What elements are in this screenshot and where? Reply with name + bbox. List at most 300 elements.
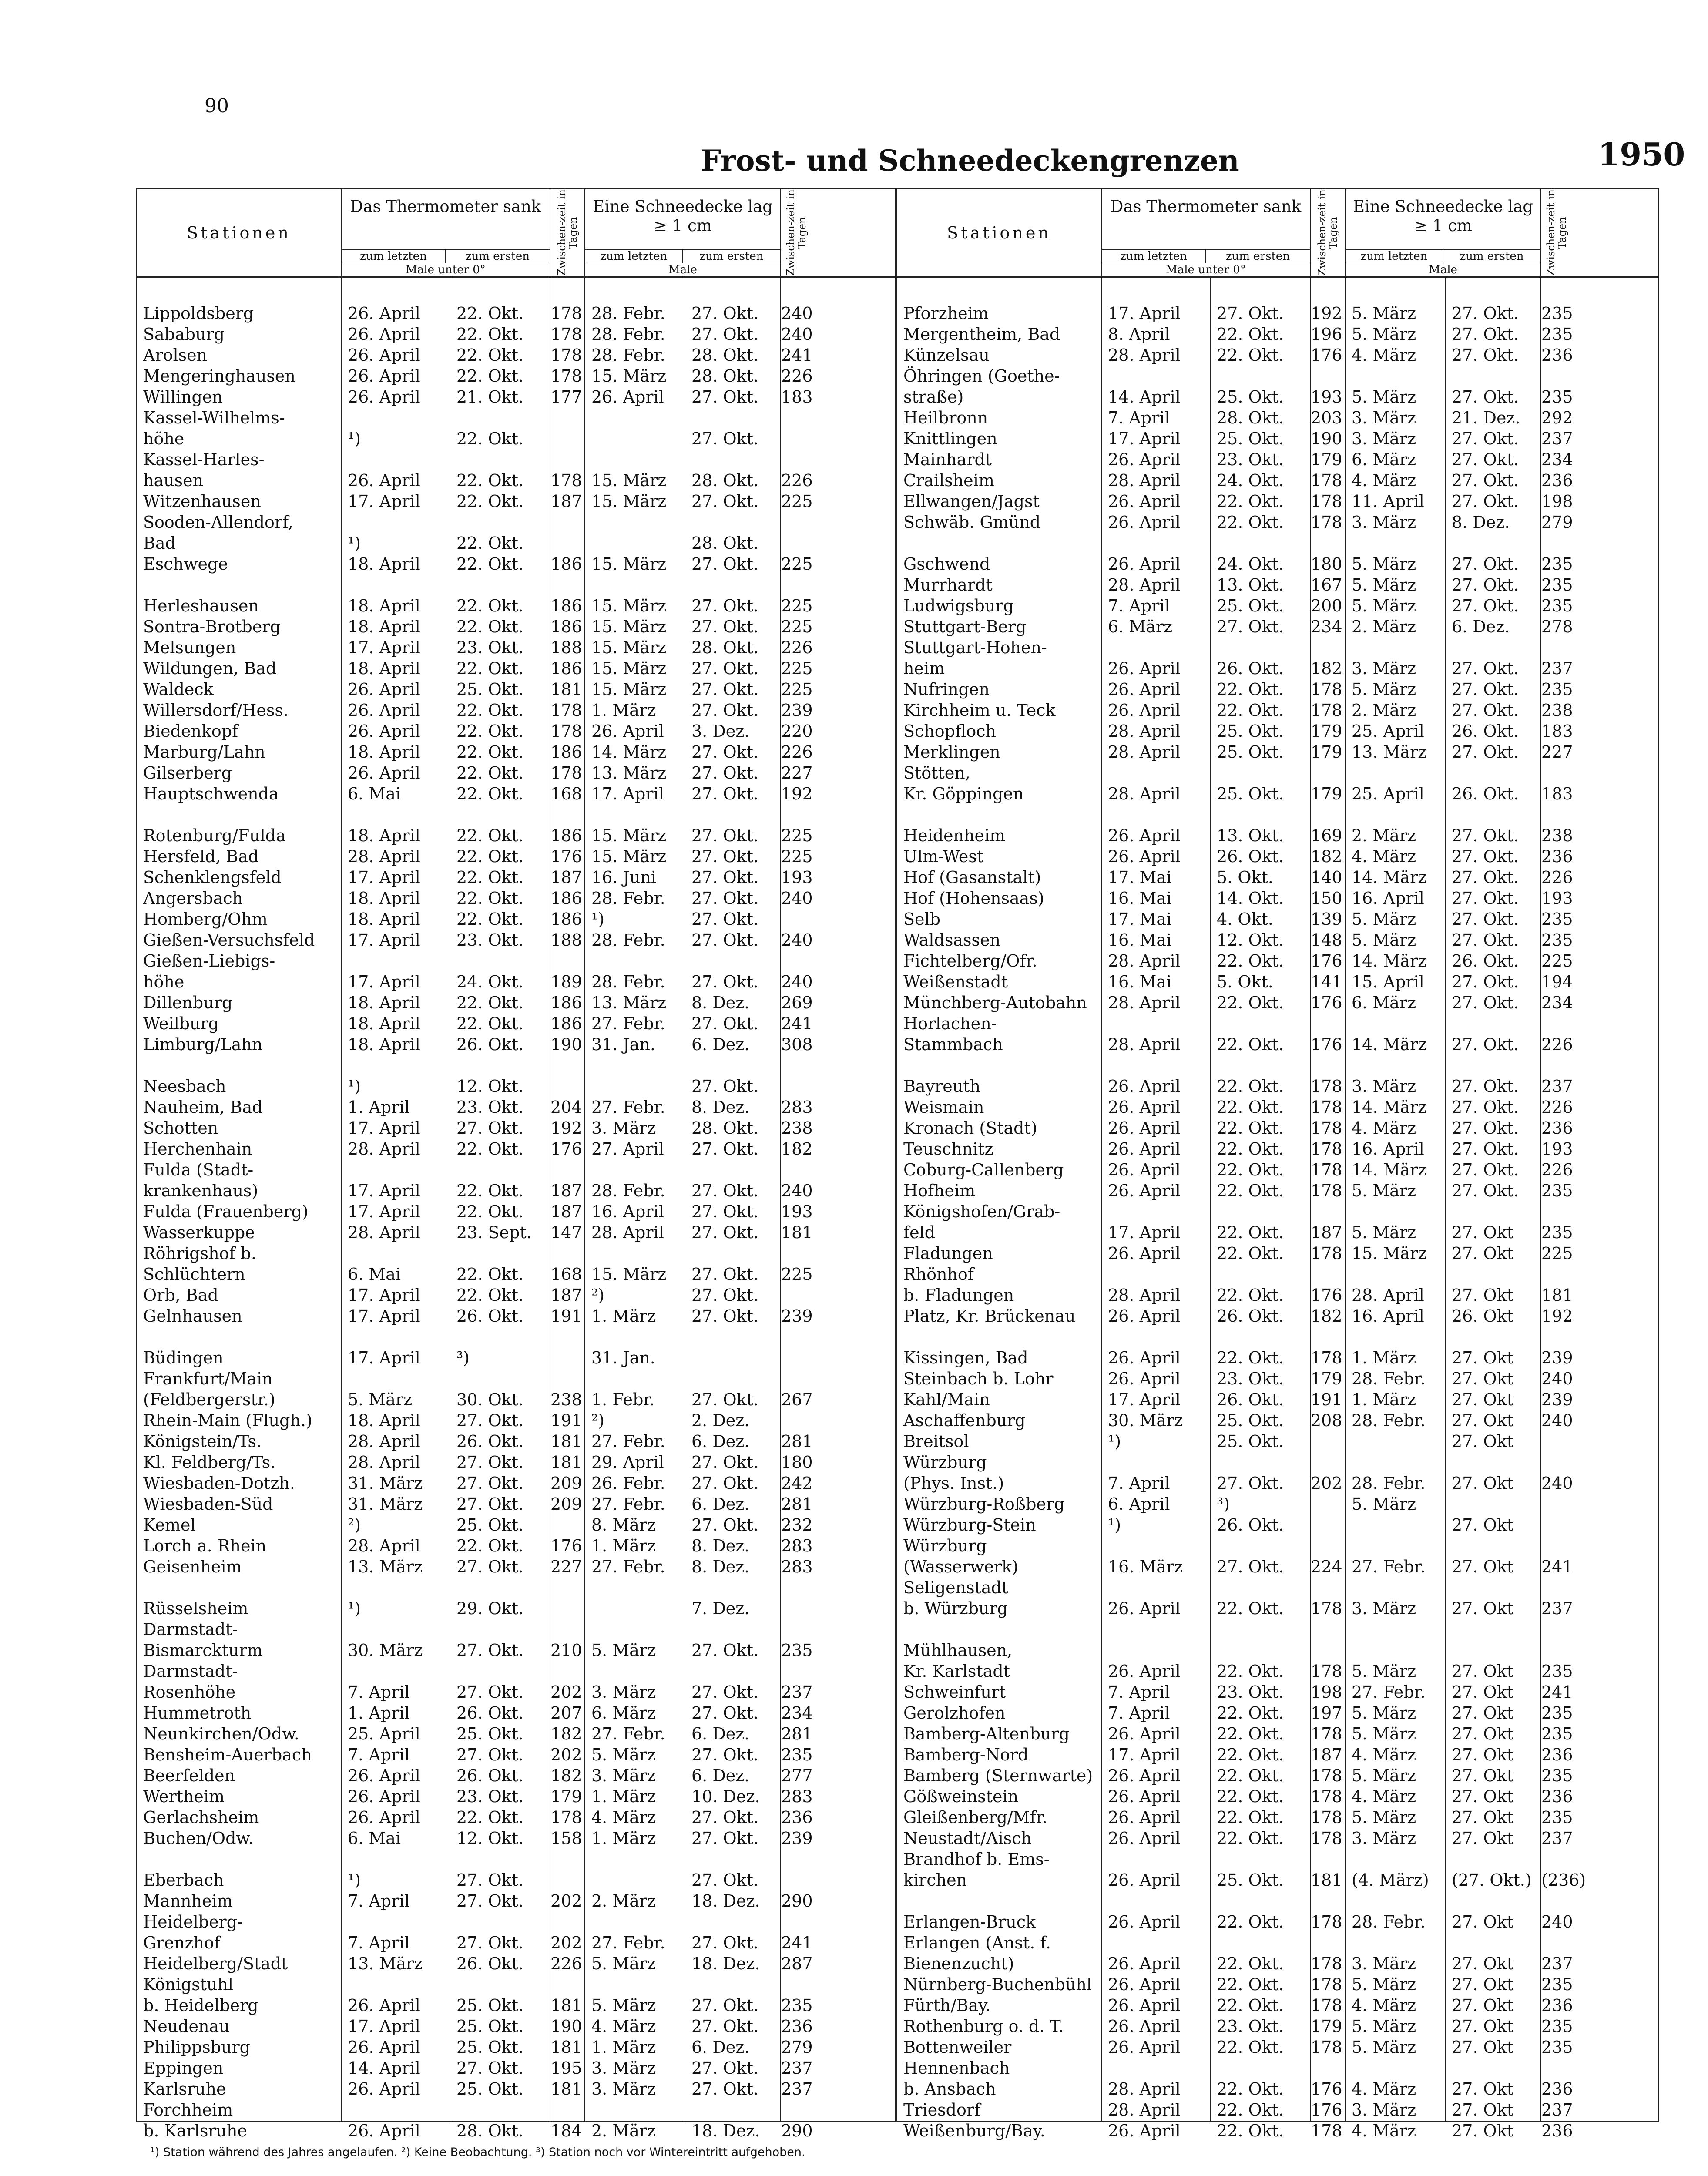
cell-snow-interval: [781, 1285, 812, 1306]
cell-thermo-interval: 208: [1311, 1411, 1342, 1430]
cell-station: Kassel-Wilhelms-: [143, 408, 285, 427]
cell-thermo-first: 27. Okt.: [1217, 1557, 1284, 1576]
cell-snow-first-day: 16. April: [591, 1202, 664, 1221]
cell-station: [137, 574, 342, 595]
cell-station: (Feldbergerstr.): [143, 1390, 275, 1409]
cell-snow-first-day: 5. März: [1352, 1766, 1416, 1785]
cell-snow-last-day: [685, 804, 781, 825]
cell-snow-first-day: 28. Febr.: [591, 325, 665, 344]
cell-thermo-first: 22. Okt.: [1217, 1954, 1284, 1973]
cell-thermo-first: 28. Okt.: [456, 2121, 524, 2140]
cell-station: [137, 1849, 342, 1870]
cell-station: Schopfloch: [903, 722, 996, 741]
cell-snow-first-day: 5. März: [1352, 1724, 1416, 1743]
cell-thermo-interval: 176: [1311, 1035, 1342, 1054]
cell-thermo-first: 25. Okt.: [1217, 1411, 1284, 1430]
cell-thermo-interval: 150: [1311, 889, 1342, 908]
header-thermometer-group: [342, 189, 550, 276]
cell-snow-interval: 193: [781, 1202, 813, 1221]
cell-thermo-interval: [550, 2099, 585, 2120]
cell-snow-last-day: 28. Okt.: [691, 366, 759, 386]
header-male: Male: [585, 263, 780, 276]
cell-snow-interval: 220: [781, 722, 813, 741]
cell-thermo-first: 27. Okt.: [456, 1933, 524, 1952]
cell-snow-interval: 277: [781, 1766, 813, 1785]
cell-thermo-first: 4. Okt.: [1217, 910, 1273, 929]
cell-thermo-first: [450, 1849, 550, 1870]
cell-snow-last-day: 27. Okt.: [691, 1181, 759, 1200]
cell-thermo-interval: 179: [1311, 2017, 1342, 2036]
table-row: [897, 742, 1658, 762]
cell-thermo-first: 27. Okt.: [456, 1557, 524, 1576]
cell-thermo-interval: 178: [1311, 701, 1342, 720]
cell-thermo-first: 24. Okt.: [1217, 554, 1284, 574]
table-row: [137, 2058, 895, 2079]
cell-snow-interval: [781, 1870, 812, 1891]
cell-station: [897, 1326, 1102, 1347]
cell-snow-interval: 267: [781, 1390, 813, 1409]
cell-snow-last-day: 27. Okt: [1452, 2121, 1513, 2140]
table-row: [137, 1640, 895, 1661]
cell-snow-first-day: 15. März: [591, 492, 667, 511]
cell-snow-first-day: 1. März: [1352, 1390, 1416, 1409]
cell-snow-interval: 234: [781, 1703, 813, 1723]
table-row: [137, 1870, 895, 1891]
cell-thermo-interval: 176: [1311, 1286, 1342, 1305]
cell-thermo-last: 17. April: [348, 638, 420, 657]
cell-thermo-interval: 190: [550, 1035, 582, 1054]
cell-snow-last-day: [685, 1055, 781, 1076]
cell-thermo-first: 26. Okt.: [456, 1703, 524, 1723]
table-row: [897, 700, 1658, 721]
cell-thermo-last: [1102, 366, 1211, 386]
header-first: zum ersten: [1460, 250, 1524, 263]
cell-snow-last-day: 27. Okt.: [691, 1870, 759, 1890]
cell-station: Hauptschwenda: [143, 784, 279, 803]
cell-snow-last-day: 27. Okt.: [1452, 304, 1519, 323]
cell-snow-last-day: [1446, 366, 1541, 386]
table-row: [897, 1452, 1658, 1473]
cell-snow-last-day: 10. Dez.: [691, 1787, 760, 1806]
cell-snow-first-day: 27. Febr.: [1352, 1557, 1426, 1576]
cell-snow-first-day: 14. März: [591, 742, 667, 762]
cell-thermo-last: 8. April: [1108, 325, 1170, 344]
cell-thermo-interval: 188: [550, 930, 582, 950]
cell-thermo-first: [1211, 1849, 1311, 1870]
cell-snow-last-day: [1446, 1535, 1541, 1556]
table-row: [137, 366, 895, 386]
cell-thermo-last: 17. April: [348, 1181, 420, 1200]
cell-thermo-interval: [550, 1514, 585, 1535]
cell-thermo-last: 28. April: [348, 1536, 420, 1555]
cell-thermo-first: 22. Okt.: [1217, 1286, 1284, 1305]
cell-snow-last-day: 27. Okt: [1452, 1557, 1513, 1576]
cell-thermo-interval: 188: [550, 638, 582, 657]
cell-thermo-first: [450, 1577, 550, 1598]
cell-snow-interval: 237: [781, 2058, 813, 2078]
cell-station: Fürth/Bay.: [903, 1996, 991, 2015]
cell-thermo-first: [1211, 1201, 1311, 1222]
cell-snow-first-day: 28. Febr.: [591, 1181, 665, 1200]
cell-snow-last-day: 27. Okt.: [691, 429, 759, 448]
cell-thermo-first: [1211, 1640, 1311, 1661]
cell-thermo-first: 13. Okt.: [1217, 826, 1284, 845]
cell-snow-last-day: 28. Okt.: [691, 471, 759, 490]
cell-snow-first-day: 4. März: [591, 2017, 656, 2036]
cell-thermo-last: [342, 407, 450, 428]
cell-station: Knittlingen: [903, 429, 997, 448]
cell-snow-first-day: 5. März: [1352, 1975, 1416, 1994]
cell-thermo-last: 28. April: [348, 1432, 420, 1451]
cell-thermo-first: 22. Okt.: [1217, 1996, 1284, 2015]
cell-snow-last-day: 27. Okt.: [691, 930, 759, 950]
cell-station: Wildungen, Bad: [143, 659, 277, 678]
cell-snow-first-day: 26. Febr.: [591, 1474, 665, 1493]
cell-station: Öhringen (Goethe-: [903, 366, 1060, 386]
header-interval: Zwischen-zeit in Tagen: [1311, 189, 1346, 276]
cell-thermo-first: 24. Okt.: [1217, 471, 1284, 490]
cell-snow-interval: 241: [1541, 1557, 1573, 1576]
cell-thermo-last: 6. März: [1108, 617, 1173, 636]
cell-thermo-first: [450, 1619, 550, 1640]
cell-station: Stammbach: [903, 1035, 1003, 1054]
cell-snow-interval: [1541, 2058, 1572, 2079]
header-last: zum letzten: [342, 250, 446, 263]
cell-snow-last-day: 27. Okt.: [1452, 930, 1519, 950]
cell-station: Arolsen: [143, 346, 208, 365]
cell-snow-first-day: ²): [591, 1286, 605, 1305]
cell-snow-interval: 237: [1541, 429, 1573, 448]
cell-thermo-last: 26. April: [1108, 1954, 1181, 1973]
cell-thermo-interval: 178: [550, 722, 582, 741]
cell-station: Kemel: [143, 1515, 196, 1535]
cell-thermo-first: 22. Okt.: [456, 366, 524, 386]
cell-snow-interval: [781, 1974, 812, 1995]
table-row: [137, 2120, 895, 2141]
cell-station: Kassel-Harles-: [143, 450, 265, 469]
cell-thermo-interval: [550, 407, 585, 428]
cell-snow-interval: 278: [1541, 617, 1573, 636]
cell-station: Steinbach b. Lohr: [903, 1369, 1054, 1388]
cell-snow-first-day: 27. Febr.: [591, 1494, 665, 1514]
cell-snow-first-day: 28. Febr.: [591, 346, 665, 365]
cell-thermo-last: 17. April: [1108, 429, 1181, 448]
cell-thermo-first: 25. Okt.: [1217, 784, 1284, 803]
cell-thermo-last: 26. April: [1108, 450, 1181, 469]
cell-thermo-interval: 176: [1311, 951, 1342, 970]
cell-thermo-last: [1102, 1201, 1211, 1222]
cell-thermo-first: 26. Okt.: [1217, 659, 1284, 678]
table-row: [897, 1535, 1658, 1556]
cell-snow-first-day: 17. April: [591, 784, 664, 803]
cell-station: Seligenstadt: [903, 1578, 1009, 1597]
cell-snow-first-day: 26. April: [591, 387, 664, 406]
cell-thermo-last: 26. April: [348, 2121, 420, 2140]
cell-snow-first-day: 2. März: [1352, 701, 1416, 720]
cell-snow-first-day: 15. April: [1352, 972, 1424, 991]
cell-snow-first-day: 1. März: [591, 1306, 656, 1326]
cell-station: Horlachen-: [903, 1014, 997, 1033]
cell-snow-interval: 225: [781, 659, 813, 678]
cell-snow-interval: [1541, 1013, 1572, 1034]
cell-snow-first-day: 5. März: [1352, 2038, 1416, 2057]
cell-thermo-last: 18. April: [348, 993, 420, 1012]
cell-thermo-interval: [550, 1055, 585, 1076]
cell-snow-last-day: 27. Okt: [1452, 1766, 1513, 1785]
cell-snow-first-day: 3. März: [591, 1682, 656, 1702]
cell-thermo-first: 22. Okt.: [456, 784, 524, 803]
cell-thermo-last: 7. April: [1108, 1682, 1170, 1702]
cell-thermo-interval: 192: [550, 1118, 582, 1138]
cell-snow-last-day: [685, 1974, 781, 1995]
cell-thermo-interval: [1311, 1891, 1346, 1911]
cell-thermo-interval: 178: [1311, 1912, 1342, 1931]
cell-thermo-first: 27. Okt.: [456, 1745, 524, 1764]
cell-snow-first-day: 1. März: [591, 1536, 656, 1555]
table-row: [897, 783, 1658, 804]
cell-snow-interval: 235: [1541, 325, 1573, 344]
cell-snow-last-day: 27. Okt.: [691, 889, 759, 908]
cell-snow-last-day: 27. Okt.: [691, 1474, 759, 1493]
cell-snow-last-day: 27. Okt: [1452, 1703, 1513, 1723]
table-row: [897, 1514, 1658, 1535]
cell-station: Neustadt/Aisch: [903, 1829, 1032, 1848]
table-row: [137, 595, 895, 616]
cell-thermo-interval: 178: [1311, 1244, 1342, 1263]
cell-thermo-last: [342, 804, 450, 825]
cell-thermo-last: 31. März: [348, 1474, 423, 1493]
cell-station: höhe: [143, 429, 185, 448]
table-row: [897, 992, 1658, 1013]
cell-snow-interval: [781, 407, 812, 428]
table-row: [137, 1807, 895, 1828]
cell-thermo-first: 22. Okt.: [1217, 1139, 1284, 1159]
cell-snow-first-day: 4. März: [1352, 471, 1416, 490]
cell-thermo-first: [450, 1055, 550, 1076]
cell-snow-interval: [781, 1055, 812, 1076]
cell-thermo-last: [1102, 1013, 1211, 1034]
cell-snow-interval: [1541, 1431, 1572, 1452]
cell-thermo-interval: 190: [1311, 429, 1342, 448]
cell-thermo-interval: 168: [550, 784, 582, 803]
table-row: [897, 679, 1658, 700]
cell-thermo-first: 26. Okt.: [456, 1035, 524, 1054]
table-row: [897, 971, 1658, 992]
header-last: zum letzten: [585, 250, 683, 263]
header-thermometer: Das Thermometer sank: [350, 197, 541, 216]
cell-station: [897, 1055, 1102, 1076]
table-row: [897, 1494, 1658, 1514]
cell-thermo-interval: 178: [1311, 1118, 1342, 1138]
cell-snow-interval: 241: [781, 1014, 813, 1033]
cell-snow-first-day: 28. Febr.: [1352, 1912, 1426, 1931]
cell-snow-first-day: 5. März: [1352, 1223, 1416, 1242]
cell-station: Mengeringhausen: [143, 366, 295, 386]
cell-thermo-interval: 179: [1311, 722, 1342, 741]
table-row: [897, 1577, 1658, 1598]
cell-station: Biedenkopf: [143, 722, 238, 741]
table-row: [137, 2016, 895, 2037]
table-row: [137, 1285, 895, 1306]
cell-snow-first-day: 4. März: [1352, 1787, 1416, 1806]
cell-thermo-interval: 158: [550, 1829, 582, 1848]
cell-snow-last-day: 27. Okt.: [691, 387, 759, 406]
cell-snow-last-day: 27. Okt.: [691, 1745, 759, 1764]
cell-snow-first-day: [1346, 1452, 1446, 1473]
cell-thermo-last: 26. April: [1108, 847, 1181, 866]
cell-thermo-last: 26. April: [1108, 659, 1181, 678]
cell-thermo-interval: [550, 1870, 585, 1891]
cell-thermo-first: 22. Okt.: [456, 304, 524, 323]
cell-thermo-first: 22. Okt.: [456, 1202, 524, 1221]
cell-snow-interval: 237: [781, 2079, 813, 2099]
cell-snow-last-day: 27. Okt.: [691, 2058, 759, 2078]
table-row: [137, 1535, 895, 1556]
cell-snow-interval: 240: [1541, 1411, 1573, 1430]
cell-station: Gilserberg: [143, 763, 232, 782]
cell-snow-first-day: 28. April: [591, 1223, 664, 1242]
cell-thermo-interval: [1311, 1932, 1346, 1953]
header-last: zum letzten: [1102, 250, 1206, 263]
cell-station: Königshofen/Grab-: [903, 1202, 1060, 1221]
cell-thermo-last: 26. April: [348, 366, 420, 386]
cell-thermo-last: 17. April: [348, 1306, 420, 1326]
table-row: [897, 1013, 1658, 1034]
table-row: [897, 1891, 1658, 1911]
table-row: [137, 1828, 895, 1849]
cell-thermo-interval: 179: [1311, 742, 1342, 762]
cell-snow-interval: [781, 909, 812, 930]
cell-station: Würzburg: [903, 1453, 987, 1472]
cell-thermo-last: 14. April: [1108, 387, 1181, 406]
cell-snow-first-day: 1. März: [591, 701, 656, 720]
cell-snow-first-day: 15. März: [591, 638, 667, 657]
cell-snow-interval: [781, 1598, 812, 1619]
cell-thermo-interval: 189: [550, 972, 582, 991]
cell-station: Gleißenberg/Mfr.: [903, 1808, 1047, 1827]
cell-thermo-last: 30. März: [348, 1641, 423, 1660]
cell-thermo-first: 27. Okt.: [1217, 617, 1284, 636]
cell-snow-last-day: 27. Okt: [1452, 1829, 1513, 1848]
cell-thermo-last: ¹): [348, 1870, 361, 1890]
cell-snow-last-day: 28. Okt.: [691, 1118, 759, 1138]
cell-thermo-first: 21. Okt.: [456, 387, 524, 406]
cell-thermo-first: [1211, 2058, 1311, 2079]
cell-thermo-first: 22. Okt.: [1217, 1829, 1284, 1848]
cell-thermo-first: [1211, 1326, 1311, 1347]
cell-thermo-last: 17. April: [348, 930, 420, 950]
cell-thermo-interval: [1311, 1619, 1346, 1640]
cell-snow-first-day: 13. März: [1352, 742, 1427, 762]
cell-snow-first-day: 5. März: [1352, 304, 1416, 323]
table-row: [897, 428, 1658, 449]
cell-station: Hofheim: [903, 1181, 976, 1200]
cell-snow-last-day: 27. Okt.: [1452, 742, 1519, 762]
cell-snow-first-day: 4. März: [1352, 346, 1416, 365]
cell-snow-interval: 235: [781, 1641, 813, 1660]
cell-snow-first-day: [1346, 1640, 1446, 1661]
cell-snow-interval: 225: [781, 1265, 813, 1284]
cell-snow-interval: 236: [1541, 471, 1573, 490]
cell-snow-last-day: 27. Okt.: [691, 1829, 759, 1848]
header-snow: Eine Schneedecke lag ≥ 1 cm: [593, 197, 773, 235]
cell-thermo-first: 22. Okt.: [1217, 1223, 1284, 1242]
cell-thermo-last: 31. März: [348, 1494, 423, 1514]
cell-thermo-last: ²): [348, 1515, 361, 1535]
table-body-right: [897, 278, 1658, 2140]
table-row: [897, 1326, 1658, 1347]
cell-snow-interval: 235: [1541, 304, 1573, 323]
cell-station: Hersfeld, Bad: [143, 847, 259, 866]
cell-snow-interval: [1541, 1577, 1572, 1598]
cell-snow-interval: 240: [1541, 1369, 1573, 1388]
cell-snow-interval: [781, 1368, 812, 1389]
cell-thermo-last: 17. April: [348, 1286, 420, 1305]
cell-thermo-interval: 140: [1311, 868, 1342, 887]
cell-snow-last-day: 27. Okt: [1452, 1474, 1513, 1493]
cell-thermo-first: 26. Okt.: [1217, 1390, 1284, 1409]
cell-thermo-first: 25. Okt.: [456, 1724, 524, 1743]
cell-station: Neunkirchen/Odw.: [143, 1724, 300, 1743]
cell-station: Coburg-Callenberg: [903, 1160, 1064, 1179]
cell-thermo-interval: 226: [550, 1954, 582, 1973]
cell-thermo-first: 22. Okt.: [1217, 2121, 1284, 2140]
cell-snow-interval: 292: [1541, 408, 1573, 427]
cell-snow-last-day: 27. Okt: [1452, 1912, 1513, 1931]
cell-snow-first-day: 13. März: [591, 993, 667, 1012]
cell-snow-last-day: 27. Okt.: [1452, 429, 1519, 448]
cell-thermo-first: [1211, 1264, 1311, 1285]
cell-thermo-last: [342, 1055, 450, 1076]
cell-thermo-last: [342, 2099, 450, 2120]
table-row: [137, 1222, 895, 1243]
table-row: [897, 303, 1658, 324]
cell-snow-interval: 180: [781, 1453, 813, 1472]
cell-snow-interval: 226: [781, 366, 813, 386]
cell-snow-interval: 269: [781, 993, 813, 1012]
cell-thermo-interval: [550, 1661, 585, 1682]
cell-station: Künzelsau: [903, 346, 990, 365]
cell-thermo-last: 17. Mai: [1108, 910, 1172, 929]
cell-snow-interval: 236: [781, 2017, 813, 2036]
table-row: [897, 1682, 1658, 1703]
cell-snow-interval: 226: [781, 742, 813, 762]
table-row: [137, 1723, 895, 1744]
cell-snow-first-day: [585, 950, 685, 971]
cell-snow-first-day: [585, 1326, 685, 1347]
cell-thermo-last: [1102, 1891, 1211, 1911]
cell-thermo-first: 22. Okt.: [456, 847, 524, 866]
cell-snow-interval: 281: [781, 1494, 813, 1514]
cell-thermo-interval: 186: [550, 742, 582, 762]
table-row: [897, 1264, 1658, 1285]
cell-snow-first-day: 15. März: [591, 471, 667, 490]
table-row: [137, 616, 895, 637]
cell-thermo-first: 22. Okt.: [456, 534, 524, 553]
cell-station: Herchenhain: [143, 1139, 252, 1159]
cell-station: Heidelberg/Stadt: [143, 1954, 288, 1973]
table-row: [897, 324, 1658, 345]
table-row: [897, 804, 1658, 825]
cell-thermo-last: [1102, 637, 1211, 658]
cell-thermo-first: [450, 1368, 550, 1389]
cell-snow-first-day: 5. März: [591, 1954, 656, 1973]
cell-thermo-interval: 178: [1311, 2121, 1342, 2140]
cell-snow-last-day: 6. Dez.: [691, 1432, 750, 1451]
cell-thermo-last: 17. April: [348, 2017, 420, 2036]
cell-snow-last-day: 27. Okt.: [691, 701, 759, 720]
table-row: [897, 1097, 1658, 1118]
